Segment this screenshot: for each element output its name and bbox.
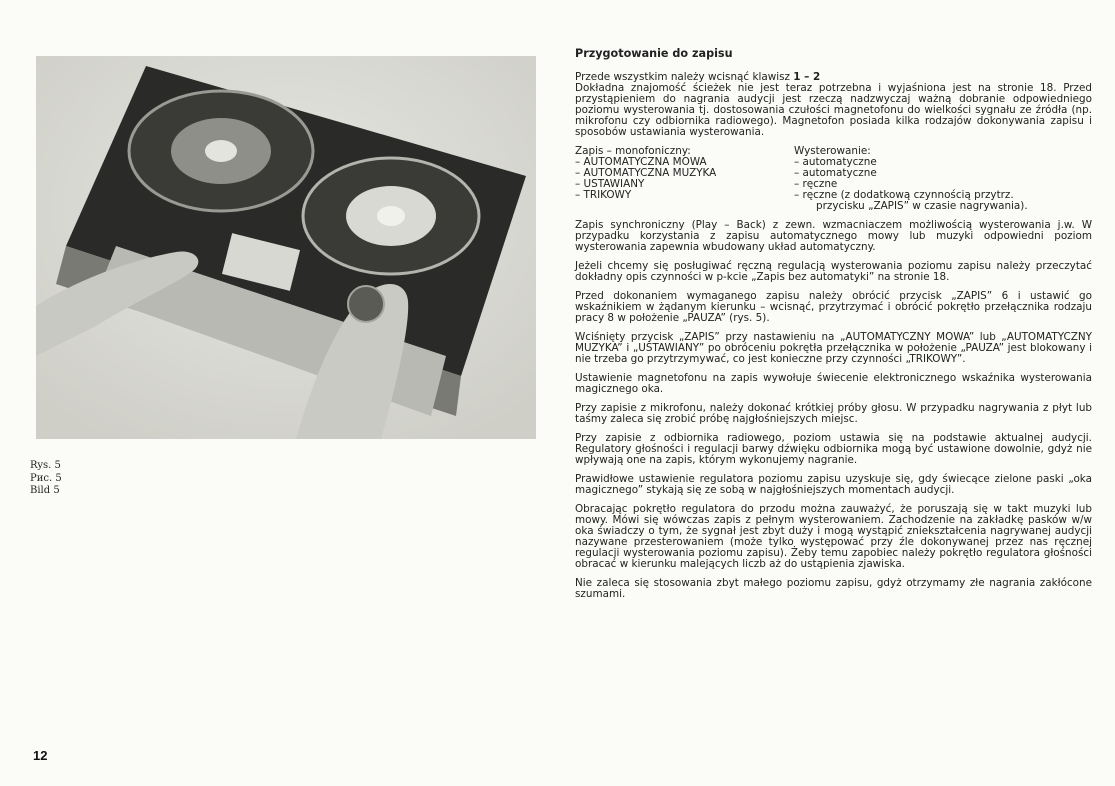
body-paragraph: Zapis synchroniczny (Play – Back) z zewn. wzmacniaczem możliwością wysterowania j.w. W przypadku korzystania z zapisu automatycznego mowy lub muzyki odpowiedni poziom wysterowania zapewnia wbudowany układ automatyczny. bbox=[575, 219, 1092, 253]
intro-lead: Przede wszystkim należy wcisnąć klawisz bbox=[575, 71, 794, 83]
body-paragraph: Przed dokonaniem wymaganego zapisu należy obrócić przycisk „ZAPIS” 6 i ustawić go wskaźnikiem w żądanym kierunku – wcisnąć, przytrzymać i obrócić pokrętło przełącznika rodzaju pracy 8 w położenie „PAUZA” (rys. 5). bbox=[575, 290, 1092, 324]
caption-de: Bild 5 bbox=[30, 485, 60, 496]
intro-paragraph bbox=[575, 72, 1092, 138]
modes-left-header: Zapis – monofoniczny: bbox=[575, 145, 691, 157]
text-column bbox=[575, 48, 1092, 608]
modes-right-header: Wysterowanie: bbox=[794, 145, 871, 157]
caption-pl: Rys. 5 bbox=[30, 460, 61, 471]
level-item-continuation: przycisku „ZAPIS” w czasie nagrywania). bbox=[816, 200, 1028, 212]
tape-recorder-illustration bbox=[36, 56, 536, 439]
tape-recorder-photo bbox=[36, 56, 536, 439]
level-item: – automatyczne bbox=[794, 156, 877, 168]
body-paragraph: Przy zapisie z mikrofonu, należy dokonać krótkiej próby głosu. W przypadku nagrywania z płyt lub taśmy zaleca się zrobić próbę najgłośniejszych miejsc. bbox=[575, 402, 1092, 425]
mode-item: – AUTOMATYCZNA MOWA bbox=[575, 156, 707, 168]
level-item: – automatyczne bbox=[794, 167, 877, 179]
mode-item: – USTAWIANY bbox=[575, 178, 645, 190]
caption-ru: Рис. 5 bbox=[30, 472, 62, 484]
section-title: Przygotowanie do zapisu bbox=[575, 47, 733, 60]
body-paragraph: Obracając pokrętło regulatora do przodu można zauważyć, że poruszają się w takt muzyki lub mowy. Mówi się wówczas zapis z pełnym wysterowaniem. Zachodzenie na zakładkę pasków w/w oka świadczy o tym, że sygnał jest zbyt duży i mogą wystąpić zniekształcenia nagrywanej audycji nazywane przesterowaniem (może tylko występować przy źle dokonywanej przez nas ręcznej regulacji wysterowania poziomu zapisu). Żeby temu zapobiec należy pokrętło regulatora głośności obracać w kierunku malejących liczb aż do ustąpienia zjawiska. bbox=[575, 503, 1092, 570]
body-paragraph: Wciśnięty przycisk „ZAPIS” przy nastawieniu na „AUTOMATYCZNY MOWA” lub „AUTOMATYCZNY MUZYKA” i „USTAWIANY” po obróceniu pokrętła przełącznika w położenie „PAUZA” jest blokowany i nie trzeba go przytrzymywać, co jest konieczne przy czynności „TRIKOWY”. bbox=[575, 331, 1092, 365]
body-paragraph: Ustawienie magnetofonu na zapis wywołuje świecenie elektronicznego wskaźnika wysterowania magicznego oka. bbox=[575, 372, 1092, 395]
recording-modes bbox=[575, 146, 1092, 212]
reel-right bbox=[303, 158, 479, 274]
body-paragraph: Prawidłowe ustawienie regulatora poziomu zapisu uzyskuje się, gdy świecące zielone paski „oka magicznego” stykają się ze sobą w najgłośniejszych momentach audycji. bbox=[575, 473, 1092, 496]
intro-rest: Dokładna znajomość ścieżek nie jest teraz potrzebna i wyjaśniona jest na stronie 18. Przed przystąpieniem do nagrania audycji jest rzeczą nadzwyczaj ważną dobranie odpowiedniego poziomu wysterowania tj. dostosowania czułości magnetofonu do wielkości sygnału ze źródła (np. mikrofonu czy odbiornika radiowego). Magnetofon posiada kilka rodzajów dokonywania zapisu i sposobów ustawiania wysterowania. bbox=[575, 82, 1092, 138]
page-number: 12 bbox=[33, 748, 48, 763]
body-paragraph: Przy zapisie z odbiornika radiowego, poziom ustawia się na podstawie aktualnej audycji. Regulatory głośności i regulacji barwy dźwięku odbiornika mogą być ustawione dowolnie, gdyż nie wpływają one na zapis, którym wykonujemy nagranie. bbox=[575, 432, 1092, 466]
level-item: – ręczne (z dodatkową czynnością przytrz. bbox=[794, 189, 1014, 201]
mode-item: – AUTOMATYCZNA MUZYKA bbox=[575, 167, 717, 179]
body-paragraph: Jeżeli chcemy się posługiwać ręczną regulacją wysterowania poziomu zapisu należy przeczytać dokładny opis czynności w p-kcie „Zapis bez automatyki” na stronie 18. bbox=[575, 260, 1092, 283]
intro-keys: 1 – 2 bbox=[793, 71, 821, 83]
figure-captions bbox=[30, 460, 62, 498]
mode-item: – TRIKOWY bbox=[575, 189, 632, 201]
control-knob bbox=[348, 286, 384, 322]
modes-right-column bbox=[794, 146, 1092, 212]
modes-left-column bbox=[575, 146, 794, 212]
reel-left bbox=[129, 91, 313, 211]
level-item: – ręczne bbox=[794, 178, 838, 190]
body-paragraph: Nie zaleca się stosowania zbyt małego poziomu zapisu, gdyż otrzymamy złe nagrania zakłócone szumami. bbox=[575, 577, 1092, 600]
